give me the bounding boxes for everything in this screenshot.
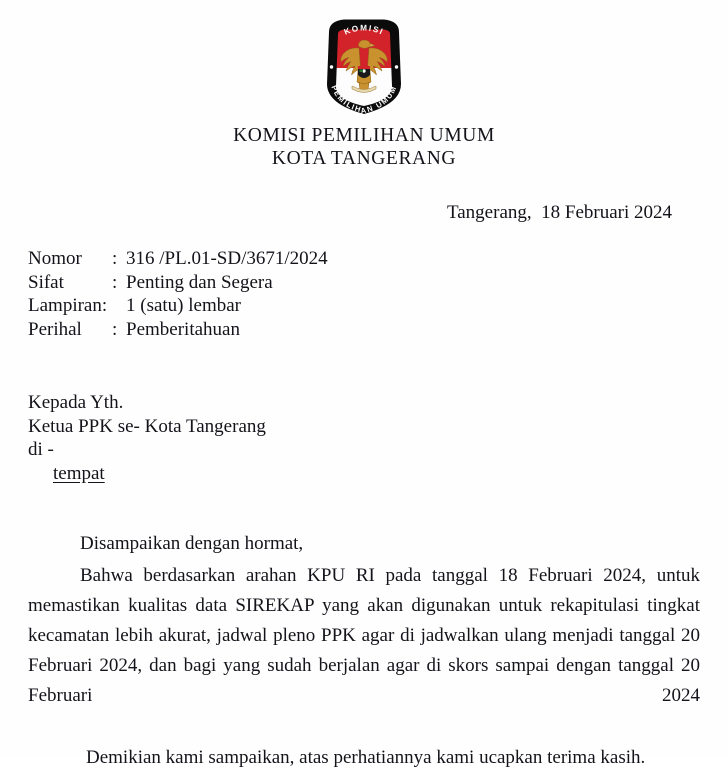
- meta-value-perihal: Pemberitahuan: [126, 318, 240, 340]
- meta-value-sifat: Penting dan Segera: [126, 271, 273, 293]
- addressee-block: [0, 391, 728, 485]
- meta-separator-perihal: :: [112, 318, 118, 340]
- addressee-line-recipient: Ketua PPK se- Kota Tangerang: [28, 415, 266, 437]
- meta-row-perihal: [28, 318, 728, 342]
- letter-meta-block: [0, 247, 728, 341]
- date-line: Tangerang, 18 Februari 2024: [446, 202, 672, 223]
- addressee-line-location-label: di -: [28, 439, 54, 460]
- meta-label-perihal: Perihal: [28, 318, 82, 340]
- body-paragraph-1: Bahwa berdasarkan arahan KPU RI pada tanggal 18 Februari 2024, untuk memastikan kualitas data SIREKAP yang akan digunakan untuk rekapitulasi tingkat kecamatan lebih akurat, jadwal pleno PPK agar di jadwalkan ulang menjadi tanggal 20 Februari 2024, dan bagi yang sudah berjalan agar di skors sampai dengan tanggal 20 Februari 2024: [28, 565, 700, 706]
- logo-top-arc-text: KOMISI: [342, 23, 386, 37]
- meta-row-lampiran: [28, 294, 728, 318]
- body-paragraph-2: Demikian kami sampaikan, atas perhatiannya kami ucapkan terima kasih.: [86, 747, 646, 768]
- meta-label-sifat: Sifat: [28, 271, 64, 293]
- organization-name-line1: KOMISI PEMILIHAN UMUM: [233, 125, 495, 146]
- meta-value-nomor: 316 /PL.01-SD/3671/2024: [126, 248, 328, 269]
- letter-body: [0, 529, 728, 773]
- meta-separator-lampiran: [112, 294, 126, 318]
- addressee-line-salutation: Kepada Yth.: [28, 392, 124, 413]
- meta-value-lampiran: 1 (satu) lembar: [126, 295, 242, 316]
- meta-label-lampiran: Lampiran:: [28, 295, 108, 316]
- kpu-logo: [314, 14, 414, 118]
- meta-separator-nomor: :: [112, 248, 118, 269]
- meta-separator-sifat: :: [112, 271, 118, 293]
- addressee-line-tempat: tempat: [53, 462, 105, 484]
- letterhead: [0, 0, 728, 170]
- meta-row-sifat: [28, 271, 728, 295]
- meta-label-nomor: Nomor: [28, 248, 82, 269]
- logo-bottom-arc-text: PEMILIHAN UMUM: [329, 83, 399, 116]
- meta-row-nomor: [28, 247, 728, 271]
- body-salutation: Disampaikan dengan hormat,: [80, 533, 304, 554]
- organization-name-line2: KOTA TANGERANG: [271, 148, 457, 169]
